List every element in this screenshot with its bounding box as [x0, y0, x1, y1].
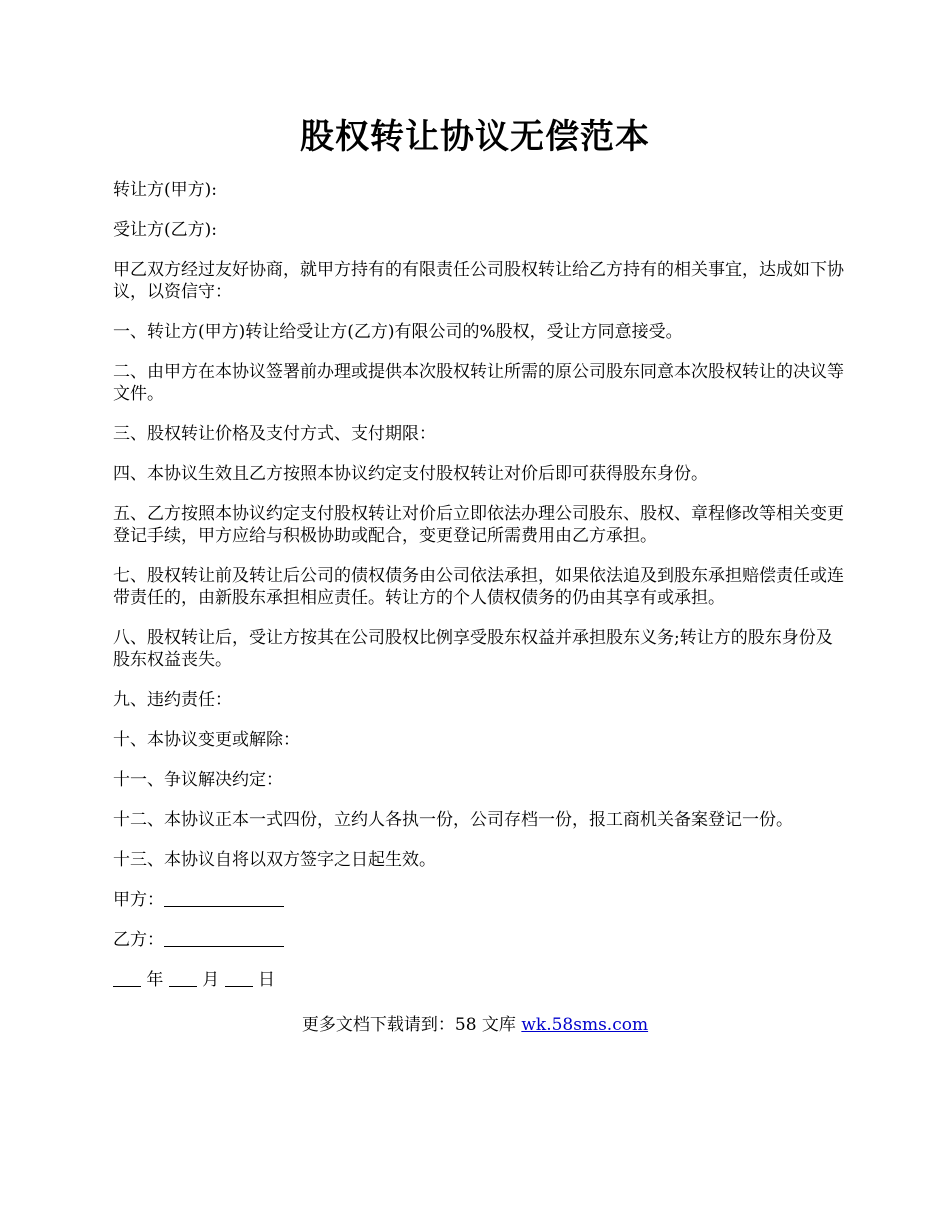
party-b-signature-line	[164, 929, 284, 947]
footer-text: 更多文档下载请到：58 文库	[301, 1015, 522, 1035]
footer	[0, 1014, 950, 1036]
clause-1: 一、转让方(甲方)转让给受让方(乙方)有限公司的%股权，受让方同意接受。	[113, 322, 683, 342]
month-label: 月	[202, 970, 220, 990]
clause-13: 十三、本协议自将以双方签字之日起生效。	[113, 850, 436, 870]
clause-9: 九、违约责任：	[113, 690, 232, 710]
year-blank	[113, 969, 141, 987]
clause-7: 七、股权转让前及转让后公司的债权债务由公司依法承担，如果依法追及到股东承担赔偿责任或连带责任的，由新股东承担相应责任。转让方的个人债权债务的仍由其享有或承担。	[113, 566, 844, 608]
transferee-label: 受让方(乙方):	[113, 220, 217, 240]
clause-3: 三、股权转让价格及支付方式、支付期限：	[113, 424, 436, 444]
date-line	[113, 969, 849, 991]
clause-11: 十一、争议解决约定：	[113, 770, 283, 790]
clause-5: 五、乙方按照本协议约定支付股权转让对价后立即依法办理公司股东、股权、章程修改等相关变更登记手续，甲方应给与积极协助或配合，变更登记所需费用由乙方承担。	[113, 504, 844, 546]
document-title: 股权转让协议无偿范本	[300, 117, 650, 157]
day-label: 日	[258, 970, 276, 990]
year-label: 年	[146, 970, 164, 990]
party-a-signature-line	[164, 889, 284, 907]
clause-intro: 甲乙双方经过友好协商，就甲方持有的有限责任公司股权转让给乙方持有的相关事宜，达成如下协议，以资信守：	[113, 260, 844, 302]
clause-12: 十二、本协议正本一式四份，立约人各执一份，公司存档一份，报工商机关备案登记一份。	[113, 810, 793, 830]
month-blank	[169, 969, 197, 987]
party-b-signature	[113, 929, 849, 951]
document-body	[113, 179, 849, 1009]
clause-10: 十、本协议变更或解除：	[113, 730, 300, 750]
day-blank	[225, 969, 253, 987]
party-a-signature	[113, 889, 849, 911]
footer-link[interactable]: wk.58sms.com	[521, 1015, 649, 1035]
clause-8: 八、股权转让后，受让方按其在公司股权比例享受股东权益并承担股东义务;转让方的股东身份及股东权益丧失。	[113, 628, 833, 670]
party-a-label: 甲方：	[113, 890, 164, 910]
clause-2: 二、由甲方在本协议签署前办理或提供本次股权转让所需的原公司股东同意本次股权转让的决议等文件。	[113, 362, 844, 404]
clause-4: 四、本协议生效且乙方按照本协议约定支付股权转让对价后即可获得股东身份。	[113, 464, 708, 484]
transferor-label: 转让方(甲方):	[113, 180, 217, 200]
party-b-label: 乙方：	[113, 930, 164, 950]
